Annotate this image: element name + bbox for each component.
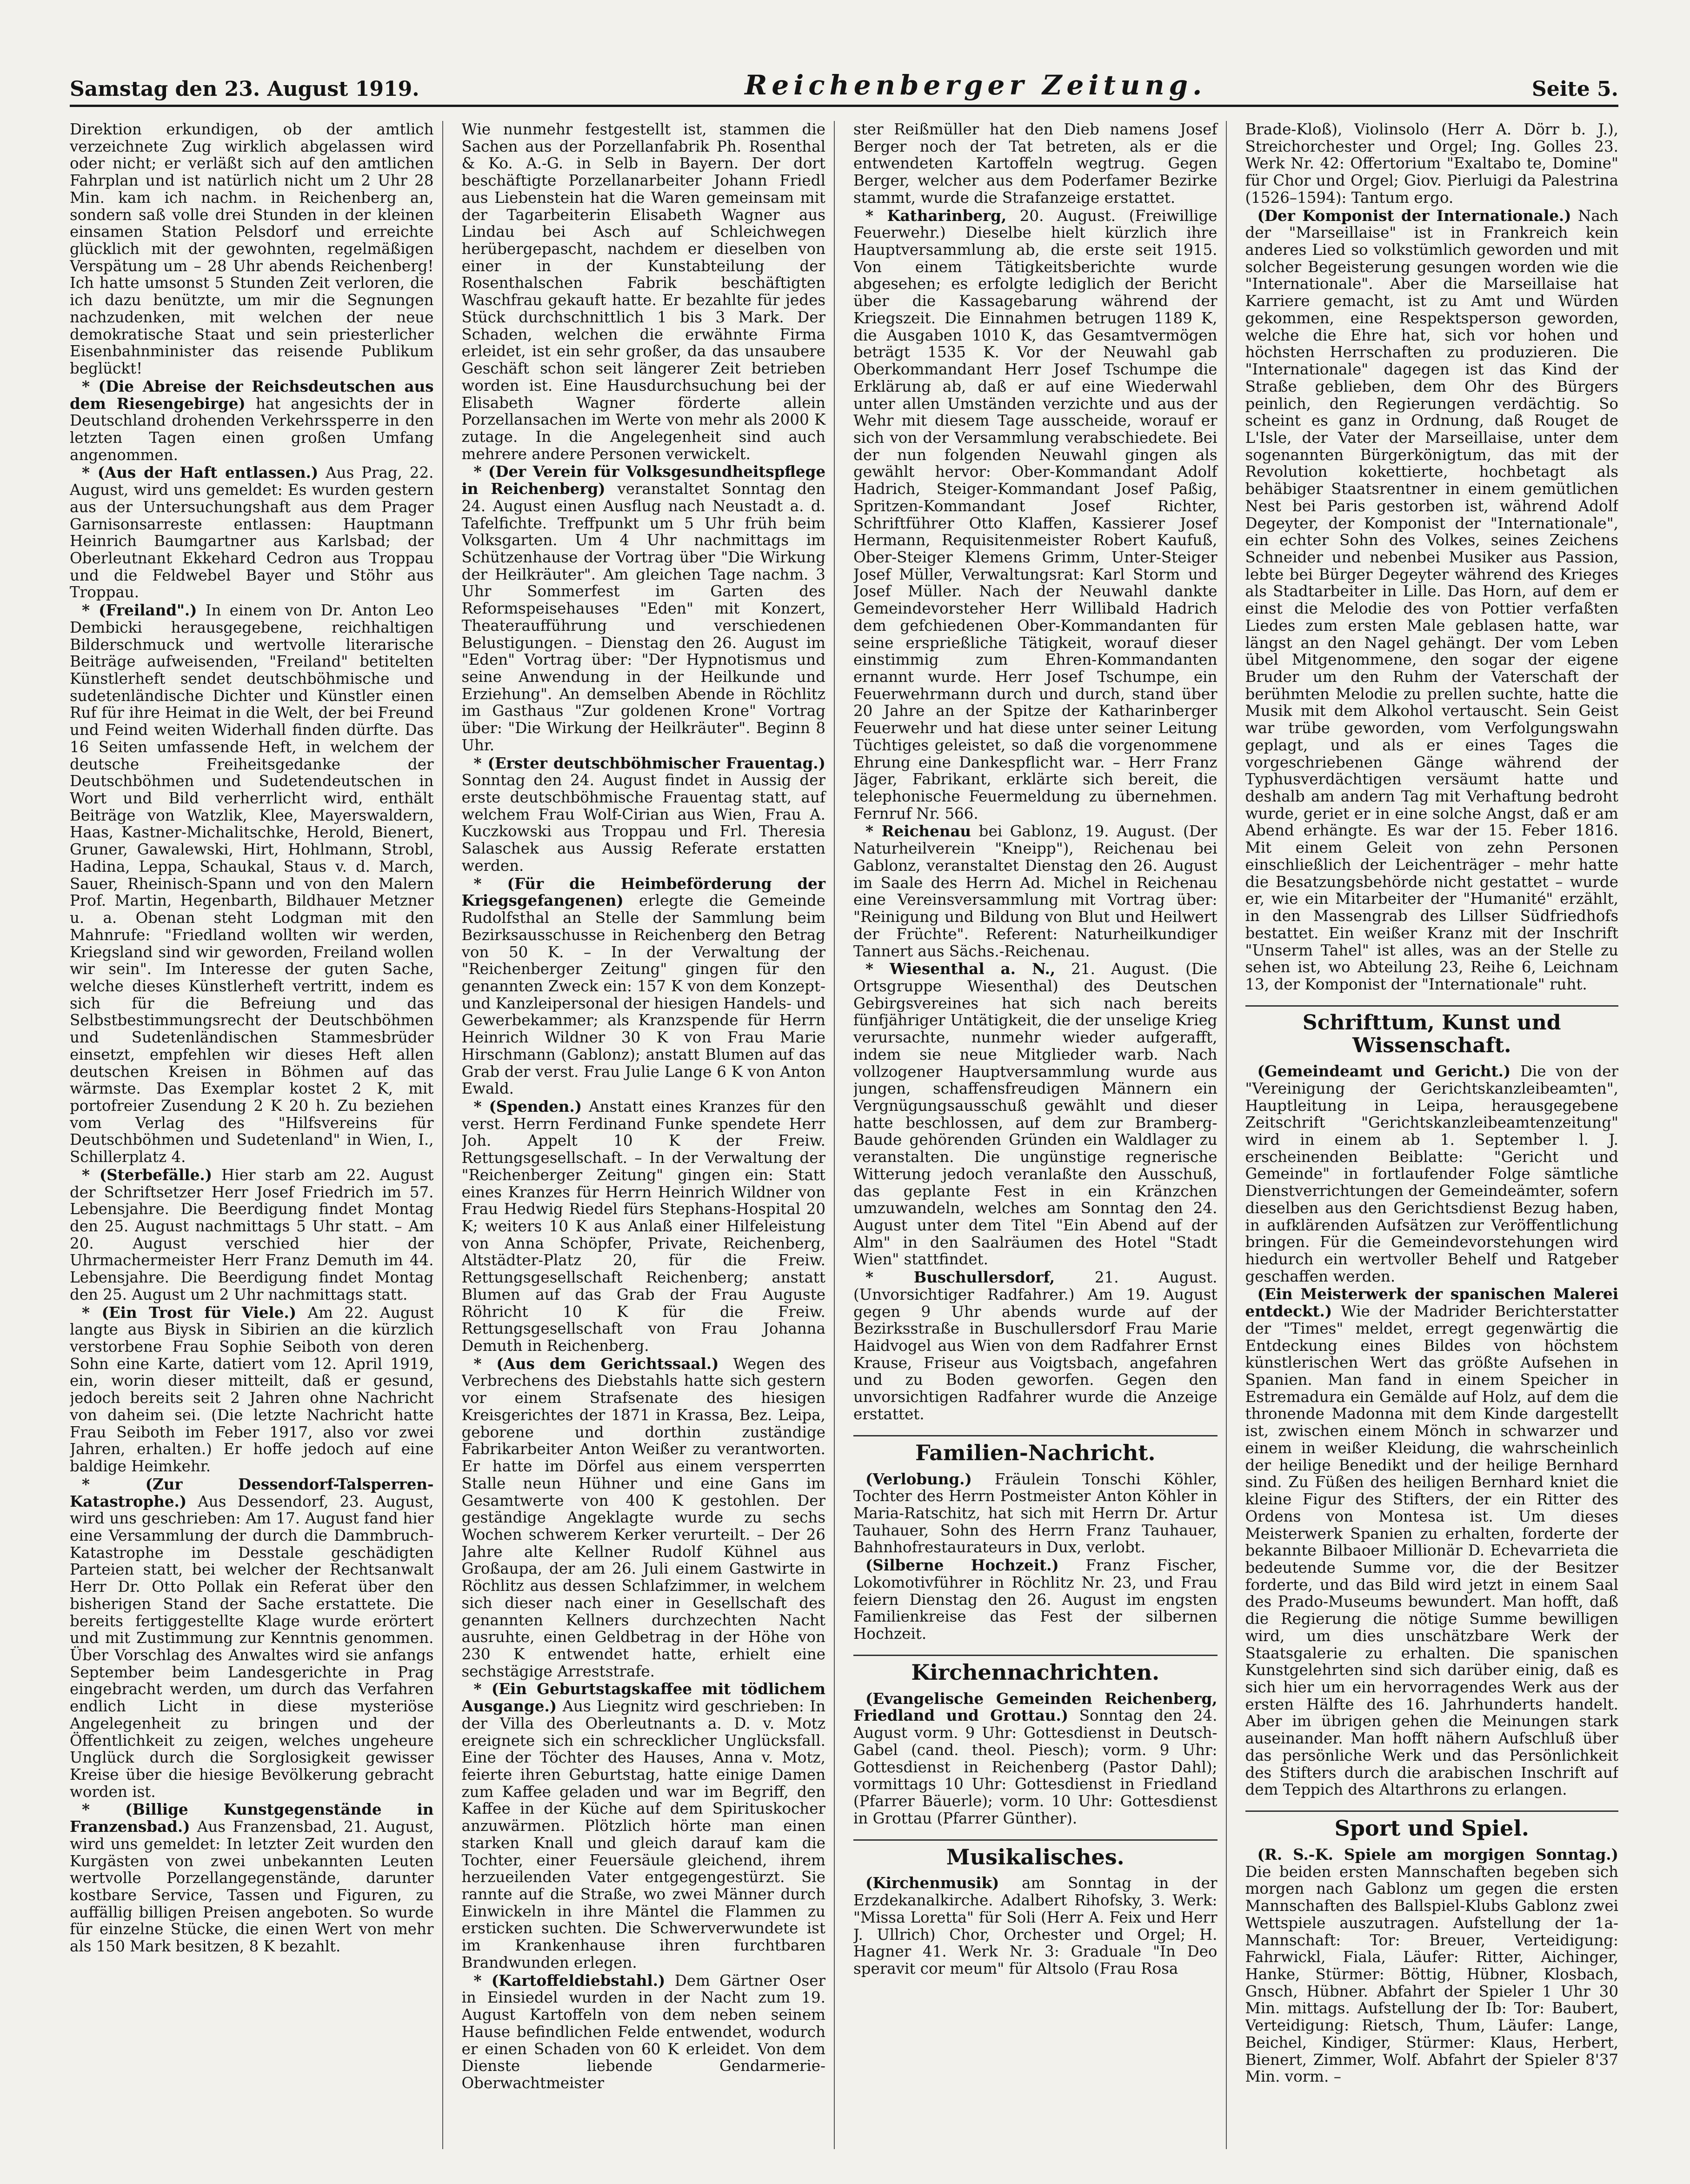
article-text: am Sonntag in der Erzdekanalkirche. Adalbert Rihofsky, 3. Werk: "Missa Loretta" für Soli (Herr A. Feix und Herr J. Ullrich) Chor, Orchester und Orgel; H. Hagner 41. Werk Nr. 3: Graduale "In Deo speravit cor meum" für Altsolo (Frau Rosa — [853, 1874, 1218, 1978]
article-lead: (Gemeindeamt und Gericht.) — [1257, 1062, 1511, 1081]
article — [462, 1098, 826, 1355]
newspaper-title: Reichenberger Zeitung. — [745, 69, 1207, 101]
article — [853, 823, 1218, 960]
issue-date: Samstag den 23. August 1919. — [70, 77, 419, 101]
article — [462, 755, 826, 875]
article-lead: * (Sterbefälle.) — [82, 1165, 213, 1184]
article-lead: * (Spenden.) — [473, 1097, 582, 1115]
article — [1245, 1063, 1619, 1285]
article-lead: * (Billige Kunstgegenstände in Franzensbad.) — [70, 1800, 434, 1836]
column-1 — [70, 121, 443, 2149]
article-lead: * (Kartoffeldiebstahl.) — [473, 1971, 665, 1990]
article-text: Fräulein Tonschi Köhler, Tochter des Herrn Postmeister Anton Köhler in Maria-Ratschitz, hat sich mit Herrn Dr. Artur Tauhauer, Sohn des Herrn Franz Tauhauer, Bahnhofrestaurateurs in Dux, verlobt. — [853, 1470, 1218, 1556]
article — [462, 875, 826, 1097]
article — [70, 602, 434, 1166]
article — [853, 961, 1218, 1268]
article-text: Anstatt eines Kranzes für den verst. Herrn Ferdinand Funke spendete Herr Joh. Appelt 10 K der Freiw. Rettungsgesellschaft. – In der Verwaltung der "Reichenberger Zeitung" gingen ein: Statt eines Kranzes für Herrn Heinrich Wildner von Frau Hedwig Riedel fürs Stephans-Hospital 20 K; weiters 10 K aus Anlaß einer Hilfeleistung von Anna Schöpfer, Private, Reichenberg, Altstädter-Platz 20, für die Freiw. Rettungsgesellschaft Reichenberg; anstatt Blumen auf das Grab der Frau Auguste Röhricht 10 K für die Freiw. Rettungsgesellschaft von Frau Johanna Demuth in Reichenberg. — [461, 1097, 825, 1355]
article-lead: * (Freiland".) — [82, 601, 197, 620]
article — [70, 1167, 434, 1303]
article-text: Wegen des Verbrechens des Diebstahls hatte sich gestern vor einem Strafsenate des hiesigen Kreisgerichtes der 1871 in Krassa, Bez. Leipa, geborene und dorthin zuständige Fabrikarbeiter Anton Weißer zu verantworten. Er hatte im Dörfel aus einem versperrten Stalle neun Hühner und eine Gans im Gesamtwerte von 400 K gestohlen. Der geständige Angeklagte wurde zu sechs Wochen schwerem Kerker verurteilt. – Der 26 Jahre alte Kellner Rudolf Kühnel aus Großaupa, der am 26. Juli einem Gastwirte in Röchlitz aus dessen Schlafzimmer, in welchem sich dieser nach einer in Gesellschaft des genannten Kellners durchzechten Nacht ausruhte, einen Geldbetrag in der Höhe von 230 K entwendet hatte, erhielt eine sechstägige Arreststrafe. — [461, 1355, 825, 1680]
article-lead: * (Für die Heimbeförderung der Kriegsgefangenen) — [461, 874, 825, 910]
article-lead: (Silberne Hochzeit.) — [865, 1556, 1059, 1575]
article-text: Franz Fischer, Lokomotivführer in Röchlitz Nr. 23, und Frau feiern Dienstag den 26. August im engsten Familienkreise das Fest der silbernen Hochzeit. — [853, 1556, 1218, 1643]
article-text: In einem von Dr. Anton Leo Dembicki herausgegebene, reichhaltigen Bilderschmuck und wertvolle literarische Beiträge aufweisenden, "Freiland" betitelten Künstlerheft sendet deutschböhmische und sudetenländische Dichter und Künstler einen Ruf für ihre Heimat in die Welt, der bei Freund und Feind weiten Widerhall finden dürfte. Das 16 Seiten umfassende Heft, in welchem der deutsche Freiheitsgedanke der Deutschböhmen und Sudetendeutschen in Wort und Bild verherrlicht wird, enthält Beiträge von Watzlik, Klee, Mayerswaldern, Haas, Kastner-Michalitschke, Herold, Bienert, Gruner, Gawalewski, Hirt, Hohlmann, Strobl, Hadina, Leppa, Schaukal, Staus v. d. March, Sauer, Rheinisch-Spann und von den Malern Prof. Martin, Hegenbarth, Bildhauer Metzner u. a. Obenan steht Lodgman mit den Mahnrufe: "Friedland wollten wir werden, Kriegsland sind wir geworden, Freiland wollen wir sein". Im Interesse der guten Sache, welche dieses Künstlerheft vertritt, indem es sich für die Befreiung und das Selbstbestimmungsrecht der Deutschböhmen und Sudetenländischen Stammesbrüder einsetzt, empfehlen wir dieses Heft allen deutschen Kreisen in Böhmen auf das wärmste. Das Exemplar kostet 2 K, mit portofreier Zusendung 2 K 20 h. Zu beziehen vom Verlag des "Hilfsvereins für Deutschböhmen und Sudetenland" in Wien, I., Schillerplatz 4. — [70, 601, 434, 1166]
article-lead: * (Zur Dessendorf-Talsperren-Katastrophe.) — [70, 1475, 434, 1510]
article-lead: * Reichenau — [865, 822, 971, 841]
article-text: Nach der "Marseillaise" ist in Frankreich kein anderes Lied so volkstümlich geworden und mit solcher Begeisterung gesungen worden wie die "Internationale". Aber die Marseillaise hat Karriere gemacht, ist zu Amt und Würden gekommen, eine Respektsperson geworden, welche die Ehre hat, sich vor hohen und höchsten Herrschaften zu produzieren. Die "Internationale" dagegen ist das Kind der Straße geblieben, dem Ohr des Bürgers peinlich, den Regierungen verdächtig. So scheint es ganz in Ordnung, daß Rouget de L'Isle, der Vater der Marseillaise, unter dem sogenannten Bürgerkönigtum, das mit der Revolution kokettierte, hochbetagt als behäbiger Staatsrentner in einem gemütlichen Nest bei Paris gestorben ist, während Adolf Degeyter, der Komponist der "Internationale", ein echter Sohn des Volkes, seines Zeichens Schneider und nebenbei Musiker aus Passion, lebte bei Bürger Degeyter während des Krieges als Stadtarbeiter in Lille. Das Horn, auf dem er einst die Melodie des von Pottier verfaßten Liedes zum ersten Male geblasen hatte, war längst an den Nagel gehängt. Der vom Leben übel Mitgenommene, den sogar der eigene Bruder um den Ruhm der Vaterschaft der berühmten Melodie zu prellen suchte, hatte die Musik mit dem Alkohol vertauscht. Sein Geist war trübe geworden, vom Verfolgungswahn geplagt, und als er eines Tages die vorgeschriebenen Gänge während der Typhusverdächtigen versäumt hatte und deshalb am andern Tag mit Verhaftung bedroht wurde, geriet er in eine solche Angst, daß er am Abend erhängte. Es war der 15. Feber 1816. Mit einem Geleit von zehn Personen einschließlich der Leichenträger – mehr hatte die Besatzungsbehörde nicht gestattet – wurde er, wie ein Mitarbeiter der "Humanité" erzählt, in den Massengrab des Lillser Südfriedhofs bestattet. Ein weißer Kranz mit der Inschrift "Unserm Tahel" ist alles, was an der Stelle zu sehen ist, wo Abteilung 23, Reihe 6, Leichnam 13, der Komponist der "Internationale" ruht. — [1245, 207, 1618, 993]
article-text: Direktion erkundigen, ob der amtlich verzeichnete Zug wirklich abgelassen wird oder nicht; er verläßt sich auf den amtlichen Fahrplan und ist natürlich nicht um 2 Uhr 28 Min. kam ich nachm. in Reichenberg an, sondern saß volle drei Stunden in der kleinen einsamen Station Pelsdorf und erreichte glücklich mit der gewohnten, regelmäßigen Verspätung um – 28 Uhr abends Reichenberg! Ich hatte umsonst 5 Stunden Zeit verloren, die ich dazu benützte, um mir die Segnungen nachzudenken, mit welchen der neue demokratische Staat und sein priesterlicher Eisenbahnminister das reisende Publikum beglückt! — [70, 121, 434, 378]
article — [70, 1476, 434, 1801]
section-heading-family: Familien-Nachricht. — [853, 1435, 1218, 1465]
article-text: Sonntag den 24. August vorm. 9 Uhr: Gottesdienst in Deutsch-Gabel (cand. theol. Piesch); vorm. 9 Uhr: Gottesdienst in Reichenberg (Pastor Dahl); vormittags 10 Uhr: Gottesdienst in Friedland (Pfarrer Bäuerle); vorm. 10 Uhr: Gottesdienst in Grottau (Pfarrer Günther). — [853, 1707, 1218, 1827]
article-text: hat angesichts der in Deutschland drohenden Verkehrssperre in den letzten Tagen einen großen Umfang angenommen. — [70, 394, 434, 464]
article — [462, 1681, 826, 1971]
masthead — [70, 69, 1618, 107]
article-lead: (Verlobung.) — [865, 1469, 972, 1488]
article-lead: (R. S.-K. Spiele am morgigen Sonntag.) — [1257, 1845, 1618, 1863]
article-lead: * (Ein Trost für Viele.) — [82, 1303, 297, 1322]
article-text: Die von der "Vereinigung der Gerichtskanzleibeamten", Hauptleitung in Leipa, herausgegebene Zeitschrift "Gerichtskanzleibeamtenzeitung" wird in einem ab 1. September l. J. erscheinenden Beiblatte: "Gericht und Gemeinde" in fortlaufender Folge sämtliche Dienstverrichtungen der Gemeindeämter, sofern dieselben aus den Gerichtsdienst Bezug haben, in aufklärenden Aufsätzen zur Veröffentlichung bringen. Für die Gemeindevorstehungen wird hiedurch ein wertvoller Behelf und Ratgeber geschaffen werden. — [1245, 1062, 1618, 1285]
article-text: 21. August. (Unvorsichtiger Radfahrer.) Am 19. August gegen 9 Uhr abends wurde auf der Bezirksstraße in Buschullersdorf Frau Marie Haidvogel aus Wien von dem Radfahrer Ernst Krause, Friseur aus Voigtsbach, angefahren und zu Boden geworfen. Gegen den unvorsichtigen Radfahrer wurde die Anzeige erstattet. — [853, 1269, 1218, 1423]
columns — [70, 121, 1618, 2149]
article-lead: * (Die Abreise der Reichsdeutschen aus dem Riesengebirge) — [70, 377, 434, 413]
article — [462, 1356, 826, 1680]
article — [462, 463, 826, 754]
article-text: Die beiden ersten Mannschaften begeben sich morgen nach Gablonz um gegen die ersten Mannschaften des Ballspiel-Klubs Gablonz zwei Wettspiele auszutragen. Aufstellung der 1a-Mannschaft: Tor: Breuer, Verteidigung: Fahrwickl, Fiala, Läufer: Ritter, Aichinger, Hanke, Stürmer: Böttig, Hübner, Klosbach, Gnsch, Hübner. Abfahrt der Spieler 1 Uhr 30 Min. mittags. Aufstellung der Ib: Tor: Baubert, Verteidigung: Rietsch, Thum, Läufer: Lange, Beichel, Kindiger, Stürmer: Klaus, Herbert, Bienert, Zimmer, Wolf. Abfahrt der Spieler 8'37 Min. vorm. – — [1245, 1863, 1618, 2086]
article-lead: (Ein Meisterwerk der spanischen Malerei entdeckt.) — [1245, 1285, 1618, 1321]
article-text: Hier starb am 22. August der Schriftsetzer Herr Josef Friedrich im 57. Lebensjahre. Die Beerdigung findet Montag den 25. August nachmittags 5 Uhr statt. – Am 20. August verschied hier der Uhrmachermeister Herr Franz Demuth im 44. Lebensjahre. Die Beerdigung findet Montag den 25. August um 2 Uhr nachmittags statt. — [70, 1166, 434, 1303]
article-lead: * (Ein Geburtstagskaffee mit tödlichem Ausgange.) — [461, 1680, 825, 1716]
article-lead: (Der Komponist der Internationale.) — [1257, 206, 1571, 225]
article-lead: * (Aus der Haft entlassen.) — [82, 463, 319, 482]
article — [853, 1875, 1218, 1977]
article — [1245, 207, 1619, 993]
article-text: 21. August. (Die Ortsgruppe Wiesenthal) des Deutschen Gebirgsvereines hat sich nach bereits fünfjähriger Untätigkeit, die der unselige Krieg verursachte, nunmehr wieder aufgerafft, indem sie neue Mitglieder warb. Nach vollzogener Hauptversammlung wurde aus jungen, schaffensfreudigen Männern ein Vergnügungsausschuß gewählt und dieser hatte beschlossen, auf dem zur Bramberg-Baude gehörenden Gründen ein Waldlager zu veranstalten. Die ungünstige regnerische Witterung jedoch veranlaßte den Ausschuß, das geplante Fest in ein Kränzchen umzuwandeln, welches am Sonntag den 24. August unter dem Titel "Ein Abend auf der Alm" in den Saalräumen des Hotel "Stadt Wien" stattfindet. — [853, 960, 1218, 1269]
section-heading-music: Musikalisches. — [853, 1839, 1218, 1870]
article-text: 20. August. (Freiwillige Feuerwehr.) Dieselbe hielt kürzlich ihre Hauptversammlung ab, die erste seit 1915. Von einem Tätigkeitsberichte wurde abgesehen; es erfolgte lediglich der Bericht über die Kassagebarung während der Kriegszeit. Die Einnahmen betrugen 1189 K, die Ausgaben 1010 K, das Gesamtvermögen beträgt 1535 K. Vor der Neuwahl gab Oberkommandant Herr Josef Tschumpe die Erklärung ab, daß er auf eine Wiederwahl unter allen Umständen verzichte und aus der Wehr mit diesem Tage ausscheide, worauf er sich von der Versammlung verabschiedete. Bei der nun folgenden Neuwahl gingen als gewählt hervor: Ober-Kommandant Adolf Hadrich, Steiger-Kommandant Josef Paßig, Spritzen-Kommandant Josef Richter, Schriftführer Otto Klaffen, Kassierer Josef Hermann, Requisitenmeister Robert Kaufuß, Ober-Steiger Klemens Grimm, Unter-Steiger Josef Müller, Verwaltungsrat: Karl Storm und Josef Müller. Nach der Neuwahl dankte Gemeindevorsteher Herr Willibald Hadrich dem gefchiedenen Ober-Kommandanten für seine ersprießliche Tätigkeit, worauf dieser einstimmig zum Ehren-Kommandanten ernannt wurde. Herr Josef Tschumpe, ein Feuerwehrmann durch und durch, stand über 20 Jahre an der Spitze der Katharinberger Feuerwehr und hat diese unter seiner Leitung Tüchtiges geleistet, so daß die vorgenommene Ehrung eine Dankespflicht war. – Herr Franz Jäger, Fabrikant, erklärte sich bereit, die telephonische Feuermeldung zu übernehmen. Fernruf Nr. 566. — [853, 207, 1218, 822]
column-3 — [853, 121, 1227, 2149]
article-text: Wie der Madrider Berichterstatter der "Times" meldet, erregt gegenwärtig die Entdeckung eines Bildes von höchstem künstlerischen Wert das größte Aufsehen in Spanien. Man fand in einem Speicher in Estremadura ein Gemälde auf Holz, auf dem die thronende Madonna mit dem Kinde dargestellt ist, zwischen einem Mönch in schwarzer und einem in weißer Kleidung, die wahrscheinlich der heilige Benedikt und der heilige Bernhard sind. Zu Füßen des heiligen Bernhard kniet die kleine Figur des Stifters, der ein Ritter des Ordens von Montesa ist. Um dieses Meisterwerk Spanien zu erhalten, forderte der bekannte Bilbaoer Millionär D. Echevarrieta die bedeutende Summe vor, die der Besitzer forderte, und das Bild wird jetzt in einem Saal des Prado-Museums bewundert. Man hofft, daß die Regierung die nötige Summe bewilligen wird, um dies unschätzbare Werk der Staatsgalerie zu erhalten. Die spanischen Kunstgelehrten sind sich darüber einig, daß es sich hier um ein hervorragendes Werk aus der ersten Hälfte des 16. Jahrhunderts handelt. Aber im übrigen gehen die Meinungen stark auseinander. Man hofft nähern Aufschluß über das persönliche Werk und das Persönlichkeit des Stifters durch die arabischen Inschrift auf dem Teppich des Altarthrons zu erlangen. — [1245, 1302, 1618, 1799]
article-text: Dem Gärtner Oser in Einsiedel wurden in der Nacht zum 19. August Kartoffeln von dem neben seinem Hause befindlichen Felde entwendet, wodurch er einen Schaden von 60 K erleidet. Von dem Dienste liebende Gendarmerie-Oberwachtmeister — [461, 1971, 826, 2092]
article-text: Brade-Kloß), Violinsolo (Herr A. Dörr b. J.), Streichorchester und Orgel; Ing. Golles 23. Werk Nr. 42: Offertorium "Exaltabo te, Domine" für Chor und Orgel; Giov. Pierluigi da Palestrina (1526–1594): Tantum ergo. — [1245, 121, 1618, 207]
article-text: veranstaltet Sonntag den 24. August einen Ausflug nach Neustadt a. d. Tafelfichte. Treffpunkt um 5 Uhr früh beim Volksgarten. Um 4 Uhr nachmittags im Schützenhause der Vortrag über "Die Wirkung der Heilkräuter". Am gleichen Tage nachm. 3 Uhr Sommerfest im Garten des Reformspeisehauses "Eden" mit Konzert, Theateraufführung und verschiedenen Belustigungen. – Dienstag den 26. August im "Eden" Vortrag über: "Der Hypnotismus und seine Anwendung in der Heilkunde und Erziehung". An demselben Abende in Röchlitz im Gasthaus "Zur goldenen Krone" Vortrag über: "Die Wirkung der Heilkräuter". Beginn 8 Uhr. — [461, 480, 825, 754]
article — [462, 1972, 826, 2092]
article-text: Wie nunmehr festgestellt ist, stammen die Sachen aus der Porzellanfabrik Ph. Rosenthal & Ko. A.-G. in Selb in Bayern. Der dort beschäftigte Porzellanarbeiter Johann Friedl aus Liebenstein hat die Waren gemeinsam mit der Tagarbeiterin Elisabeth Wagner aus Lindau bei Asch auf Schleichwegen herübergepascht, nachdem er dieselben von einer in der Kunstabteilung der Rosenthalschen Fabrik beschäftigten Waschfrau gekauft hatte. Er bezahlte für jedes Stück durchschnittlich 1 bis 3 Mark. Der Schaden, welchen die erwähnte Firma erleidet, ist ein sehr großer, da das unsaubere Geschäft schon seit längerer Zeit betrieben worden ist. Eine Hausdurchsuchung bei der Elisabeth Wagner förderte allein Porzellansachen im Werte von mehr als 2000 K zutage. In die Angelegenheit sind auch mehrere andere Personen verwickelt. — [461, 121, 825, 463]
article — [70, 1304, 434, 1475]
article-text: bei Gablonz, 19. August. (Der Naturheilverein "Kneipp"), Reichenau bei Gablonz, veranstaltet Dienstag den 26. August im Saale des Herrn Ad. Michel in Reichenau eine Vereinsversammlung mit Vortrag über: "Reinigung und Bildung von Blut und Heilwert der Früchte". Referent: Naturheilkundiger Tannert aus Sächs.-Reichenau. — [853, 822, 1218, 960]
article-lead: * Katharinberg, — [865, 206, 1007, 225]
article — [853, 1269, 1218, 1423]
article — [853, 1690, 1218, 1827]
article-text: ster Reißmüller hat den Dieb namens Josef Berger noch der Tat betreten, als er die entwendeten Kartoffeln wegtrug. Gegen Berger, welcher aus dem Poderfamer Bezirke stammt, wurde die Strafanzeige erstattet. — [853, 121, 1218, 207]
article — [1245, 1846, 1619, 2085]
section-heading-church: Kirchennachrichten. — [853, 1655, 1218, 1685]
article — [70, 378, 434, 464]
article-text: erlegte die Gemeinde Rudolfsthal an Stelle der Sammlung beim Bezirksausschusse in Reichenberg den Betrag von 50 K. – In der Verwaltung der "Reichenberger Zeitung" gingen für den genannten Zweck ein: 157 K von dem Konzept- und Kanzleipersonal der hiesigen Handels- und Gewerbekammer; als Kranzspende für Herrn Heinrich Wildner 30 K von Frau Marie Hirschmann (Gablonz); anstatt Blumen auf das Grab der verst. Frau Julie Lange 6 K von Anton Ewald. — [461, 892, 825, 1098]
page-number: Seite 5. — [1531, 77, 1618, 101]
newspaper-page — [70, 69, 1618, 2158]
article — [1245, 1286, 1619, 1798]
article-text: Am 22. August langte aus Biysk in Sibirien an die kürzlich verstorbene Frau Sophie Seiboth von deren Sohn eine Karte, datiert vom 12. April 1919, ein, worin dieser mitteilt, daß er gesund, jedoch bereits seit 2 Jahren ohne Nachricht von daheim sei. (Die letzte Nachricht hatte Frau Seiboth im Feber 1917, also vor zwei Jahren, erhalten.) Er hoffe jedoch auf eine baldige Heimkehr. — [70, 1303, 434, 1476]
section-heading-sport: Sport und Spiel. — [1245, 1810, 1619, 1841]
article-lead: (Evangelische Gemeinden Reichenberg, Friedland und Grottau.) — [853, 1689, 1218, 1725]
article — [853, 1557, 1218, 1643]
column-4 — [1245, 121, 1619, 2149]
article-lead: * Buschullersdorf, — [865, 1268, 1055, 1287]
section-heading-literature: Schrifttum, Kunst und Wissenschaft. — [1245, 1005, 1619, 1057]
article-lead: * (Der Verein für Volksgesundheitspflege in Reichenberg) — [461, 462, 825, 498]
article — [853, 207, 1218, 822]
article — [853, 1471, 1218, 1556]
article-lead: (Kirchenmusik) — [865, 1874, 999, 1892]
article-lead: * (Erster deutschböhmischer Frauentag.) — [473, 754, 825, 772]
article-text: Aus Liegnitz wird geschrieben: In der Villa des Oberleutnants a. D. v. Motz ereignete sich ein schrecklicher Unglücksfall. Eine der Töchter des Hauses, Anna v. Motz, feierte ihren Geburtstag, hatte einige Damen zum Kaffee geladen und war im Begriff, den Kaffee in der Küche auf dem Spirituskocher anzuwärmen. Plötzlich hörte man einen starken Knall und gleich darauf kam die Tochter, einer Feuersäule gleichend, ihrem herzueilenden Vater entgegengestürzt. Sie rannte auf die Straße, wo zwei Männer durch Einwickeln in ihre Mäntel die Flammen zu ersticken suchten. Die Schwerverwundete ist im Krankenhause ihren furchtbaren Brandwunden erlegen. — [461, 1697, 825, 1971]
column-2 — [462, 121, 835, 2149]
article-text: Aus Dessendorf, 23. August, wird uns geschrieben: Am 17. August fand hier eine Versammlung der durch die Dammbruch-Katastrophe im Desstale geschädigten Parteien statt, bei welcher der Rechtsanwalt Herr Dr. Otto Pollak ein Referat über den bisherigen Stand der Sache erstattete. Die bereits fertiggestellte Klage wurde erörtert und mit Zustimmung zur Kenntnis genommen. Über Vorschlag des Anwaltes wird sie anfangs September beim Landesgerichte in Prag eingebracht werden, um durch das Verfahren endlich Licht in diese mysteriöse Angelegenheit zu bringen und der Öffentlichkeit zu zeigen, welches ungeheure Unglück durch die Sorglosigkeit gewisser Kreise über die hiesige Bevölkerung gebracht worden ist. — [70, 1492, 434, 1801]
article-text: Sonntag den 24. August findet in Aussig der erste deutschböhmische Frauentag statt, auf welchem Frau Wolf-Cirian aus Wien, Frau A. Kuczkowski aus Troppau und Frl. Theresia Salaschek aus Aussig Referate erstatten werden. — [461, 771, 825, 875]
article — [70, 1801, 434, 1955]
article — [70, 464, 434, 601]
article-text: Aus Prag, 22. August, wird uns gemeldet: Es wurden gestern aus der Untersuchungshaft aus dem Prager Garnisonsarreste entlassen: Hauptmann Heinrich Baumgartner aus Karlsbad; der Oberleutnant Ekkehard Cedron aus Troppau und die Feldwebel Bayer und Stöhr aus Troppau. — [70, 464, 434, 601]
article-lead: * Wiesenthal a. N., — [865, 960, 1056, 978]
article-text: Aus Franzensbad, 21. August, wird uns gemeldet: In letzter Zeit wurden den Kurgästen von zwei unbekannten Leuten wertvolle Porzellangegenstände, darunter kostbare Service, Tassen und Figuren, zu auffällig billigen Preisen angeboten. So wurde für einzelne Stücke, die einen Wert von mehr als 150 Mark besitzen, 8 K bezahlt. — [70, 1818, 434, 1956]
article-lead: * (Aus dem Gerichtssaal.) — [473, 1354, 719, 1373]
